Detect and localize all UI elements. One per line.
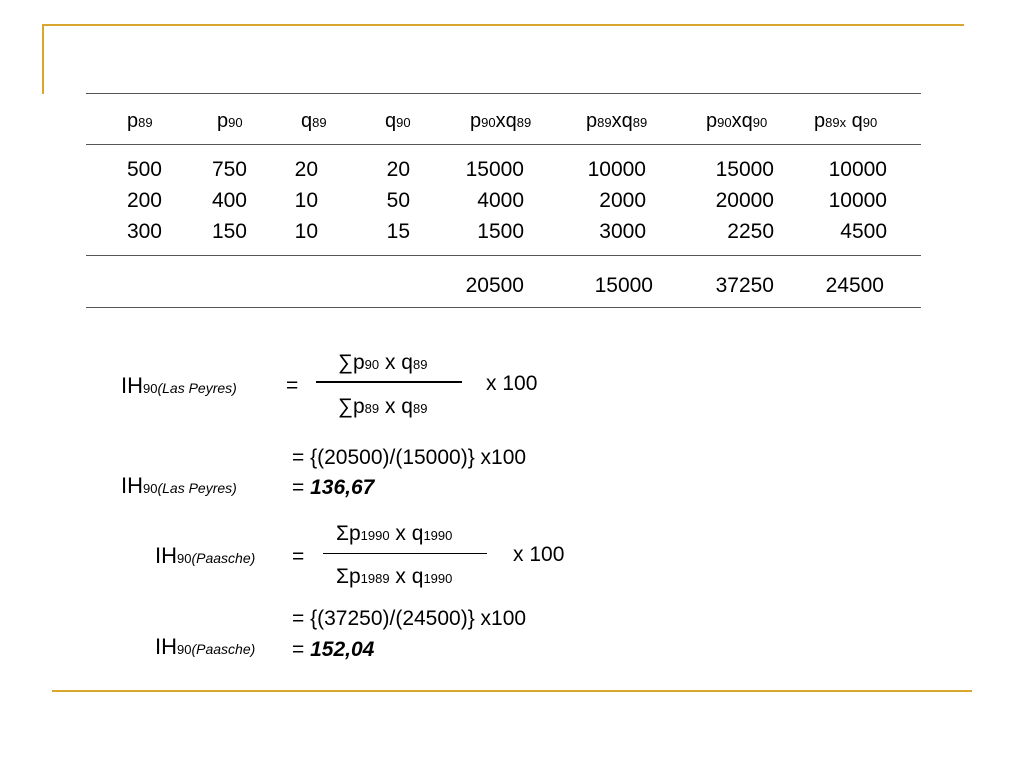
table-cell: 750 — [211, 158, 247, 181]
result-value: 136,67 — [310, 476, 375, 499]
fraction-bar — [323, 553, 487, 554]
header-p89xq90: p89x q90 — [814, 110, 878, 132]
table-cell: 1500 — [477, 220, 524, 243]
formula-numerator: Σp1990 x q1990 — [336, 522, 453, 545]
result-lhs: IH90(Paasche) — [155, 634, 256, 659]
table-cell: 15000 — [715, 158, 774, 181]
result-value: 152,04 — [310, 638, 375, 661]
formula-times: x 100 — [513, 543, 565, 566]
frame-top-line — [42, 24, 964, 26]
table-rule-bottom — [86, 307, 921, 308]
header-q89: q89 — [301, 110, 327, 132]
table-cell: 10 — [294, 189, 318, 212]
table-rule-top — [86, 93, 921, 94]
table-cell: 20000 — [715, 189, 774, 212]
formula-lhs: IH90(Las Peyres) — [121, 373, 237, 398]
table-cell: 2250 — [727, 220, 774, 243]
formula-denominator: ∑p89 x q89 — [338, 395, 428, 418]
header-p89: p89 — [127, 110, 153, 132]
table-cell: 500 — [126, 158, 162, 181]
table-cell: 10000 — [587, 158, 646, 181]
frame-left-line — [42, 24, 44, 94]
result-calculation: = {(20500)/(15000)} x100 — [292, 446, 527, 469]
total-cell: 15000 — [594, 274, 653, 297]
table-cell: 2000 — [599, 189, 646, 212]
frame-bottom-line — [52, 690, 972, 692]
table-cell: 200 — [126, 189, 162, 212]
fraction-bar — [316, 381, 462, 383]
total-cell: 37250 — [715, 274, 774, 297]
result-lhs: IH90(Las Peyres) — [121, 473, 237, 498]
table-cell: 3000 — [599, 220, 646, 243]
table-cell: 4000 — [477, 189, 524, 212]
table-cell: 10000 — [828, 189, 887, 212]
formula-times: x 100 — [486, 372, 538, 395]
header-q90: q90 — [385, 110, 411, 132]
table-cell: 20 — [294, 158, 318, 181]
table-cell: 15 — [386, 220, 410, 243]
total-cell: 20500 — [465, 274, 524, 297]
formula-equals: = — [286, 374, 299, 397]
table-cell: 4500 — [840, 220, 887, 243]
formula-equals: = — [292, 545, 305, 568]
formula-lhs: IH90(Paasche) — [155, 543, 256, 568]
table-rule-body — [86, 255, 921, 256]
table-cell: 400 — [211, 189, 247, 212]
table-cell: 300 — [126, 220, 162, 243]
table-cell: 50 — [386, 189, 410, 212]
table-cell: 150 — [211, 220, 247, 243]
table-cell: 10000 — [828, 158, 887, 181]
formula-denominator: Σp1989 x q1990 — [336, 565, 453, 588]
header-p90xq89: p90xq89 — [470, 110, 532, 132]
table-cell: 15000 — [465, 158, 524, 181]
result-value-line: = 152,04 — [292, 638, 375, 661]
formula-numerator: ∑p90 x q89 — [338, 351, 428, 374]
table-cell: 20 — [386, 158, 410, 181]
total-cell: 24500 — [825, 274, 884, 297]
result-calculation: = {(37250)/(24500)} x100 — [292, 607, 527, 630]
header-p90xq90: p90xq90 — [706, 110, 768, 132]
header-p89xq89: p89xq89 — [586, 110, 648, 132]
table-rule-header — [86, 144, 921, 145]
result-value-line: = 136,67 — [292, 476, 375, 499]
header-p90: p90 — [217, 110, 243, 132]
table-cell: 10 — [294, 220, 318, 243]
